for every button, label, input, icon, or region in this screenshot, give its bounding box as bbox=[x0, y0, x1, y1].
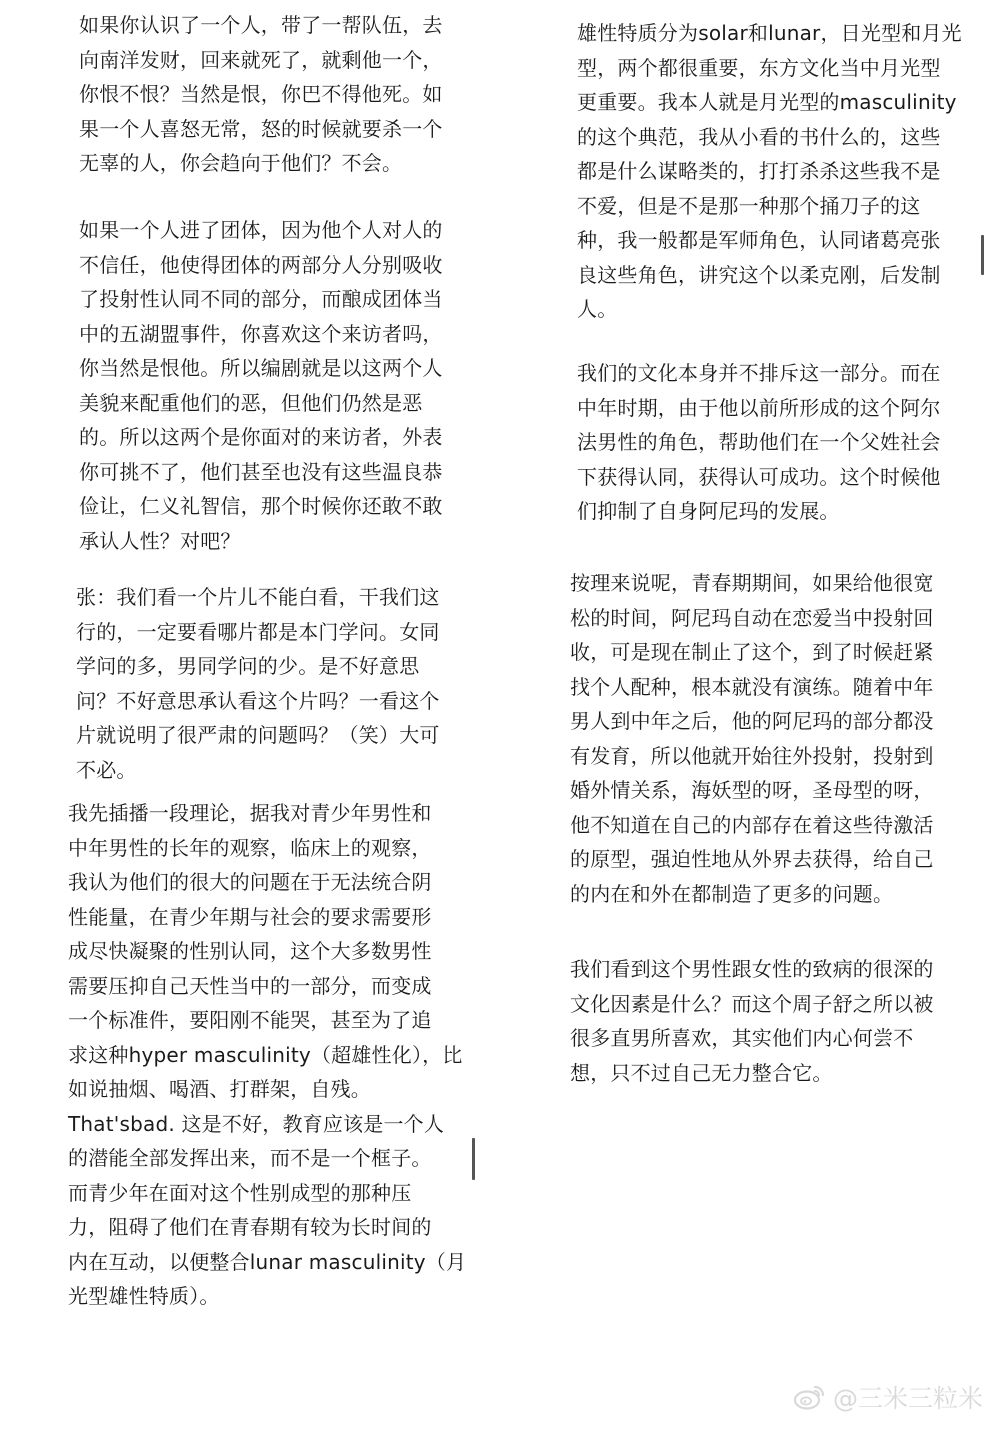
watermark bbox=[793, 1379, 983, 1415]
right-paragraph-4: 我们看到这个男性跟女性的致病的很深的 文化因素是什么？而这个周子舒之所以被 很多直男所喜欢，其实他们内心何尝不 想，只不过自己无力整合它。 bbox=[570, 957, 934, 1085]
right-scroll-indicator[interactable] bbox=[981, 235, 984, 275]
watermark-text: @三米三粒米 bbox=[832, 1384, 983, 1413]
right-paragraph-2: 我们的文化本身并不排斥这一部分。而在 中年时期，由于他以前所形成的这个阿尔 法男性的角色，帮助他们在一个父姓社会 下获得认同，获得认可成功。这个时候他 们抑制了自身阿尼玛的发展。 bbox=[577, 361, 941, 523]
right-paragraph-1: 雄性特质分为solar和lunar，日光型和月光 型，两个都很重要，东方文化当中月光型 更重要。我本人就是月光型的masculinity 的这个典范，我从小看的书什么的，这些 都是什么谋略类的，打打杀杀这些我不是 不爱，但是不是那一种那个捅刀子的这 种，我一般都是军师角色，认同诸葛亮张 良这些角色，讲究这个以柔克刚，后发制 人。 bbox=[577, 21, 962, 321]
left-paragraph-1: 如果你认识了一个人，带了一帮队伍，去 向南洋发财，回来就死了，就剩他一个， 你恨不恨？当然是恨，你巴不得他死。如 果一个人喜怒无常，怒的时候就要杀一个 无辜的人，你会趋向于他们？不会。 bbox=[79, 13, 443, 175]
left-paragraph-3: 张：我们看一个片儿不能白看，干我们这 行的，一定要看哪片都是本门学问。女同 学问的多，男同学问的少。是不好意思 问？不好意思承认看这个片吗？一看这个 片就说明了很严肃的问题吗？（笑）大可 不必。 bbox=[76, 585, 440, 782]
right-paragraph-3: 按理来说呢，青春期期间，如果给他很宽 松的时间，阿尼玛自动在恋爱当中投射回 收，可是现在制止了这个，到了时候赶紧 找个人配种，根本就没有演练。随着中年 男人到中年之后，他的阿尼玛的部分都没 有发育，所以他就开始往外投射，投射到 婚外情关系，海妖型的呀，圣母型的呀， 他不知道在自己的内部存在着这些待激活 的原型，强迫性地从外界去获得，给自己 的内在和外在都制造了更多的问题。 bbox=[570, 571, 934, 906]
left-paragraph-2: 如果一个人进了团体，因为他个人对人的 不信任，他使得团体的两部分人分别吸收 了投射性认同不同的部分，而酿成团体当 中的五湖盟事件，你喜欢这个来访者吗， 你当然是恨他。所以编剧就是以这两个人 美貌来配重他们的恶，但他们仍然是恶 的。所以这两个是你面对的来访者，外表 你可挑不了，他们甚至也没有这些温良恭 俭让，仁义礼智信，那个时候你还敢不敢 承认人性？对吧？ bbox=[79, 218, 443, 553]
weibo-icon bbox=[793, 1383, 827, 1411]
left-scroll-indicator[interactable] bbox=[472, 1138, 475, 1180]
left-paragraph-4: 我先插播一段理论，据我对青少年男性和 中年男性的长年的观察，临床上的观察， 我认为他们的很大的问题在于无法统合阴 性能量，在青少年期与社会的要求需要形 成尽快凝聚的性别认同，这个大多数男性 需要压抑自己天性当中的一部分，而变成 一个标准件，要阳刚不能哭，甚至为了追 求这种hyper masculinity（超雄性化），比 如说抽烟、喝酒、打群架，自残。 That'sbad. 这是不好，教育应该是一个人 的潜能全部发挥出来，而不是一个框子。 而青少年在面对这个性别成型的那种压 力，阻碍了他们在青春期有较为长时间的 内在互动，以便整合lunar masculinity（月 光型雄性特质）。 bbox=[68, 801, 467, 1308]
